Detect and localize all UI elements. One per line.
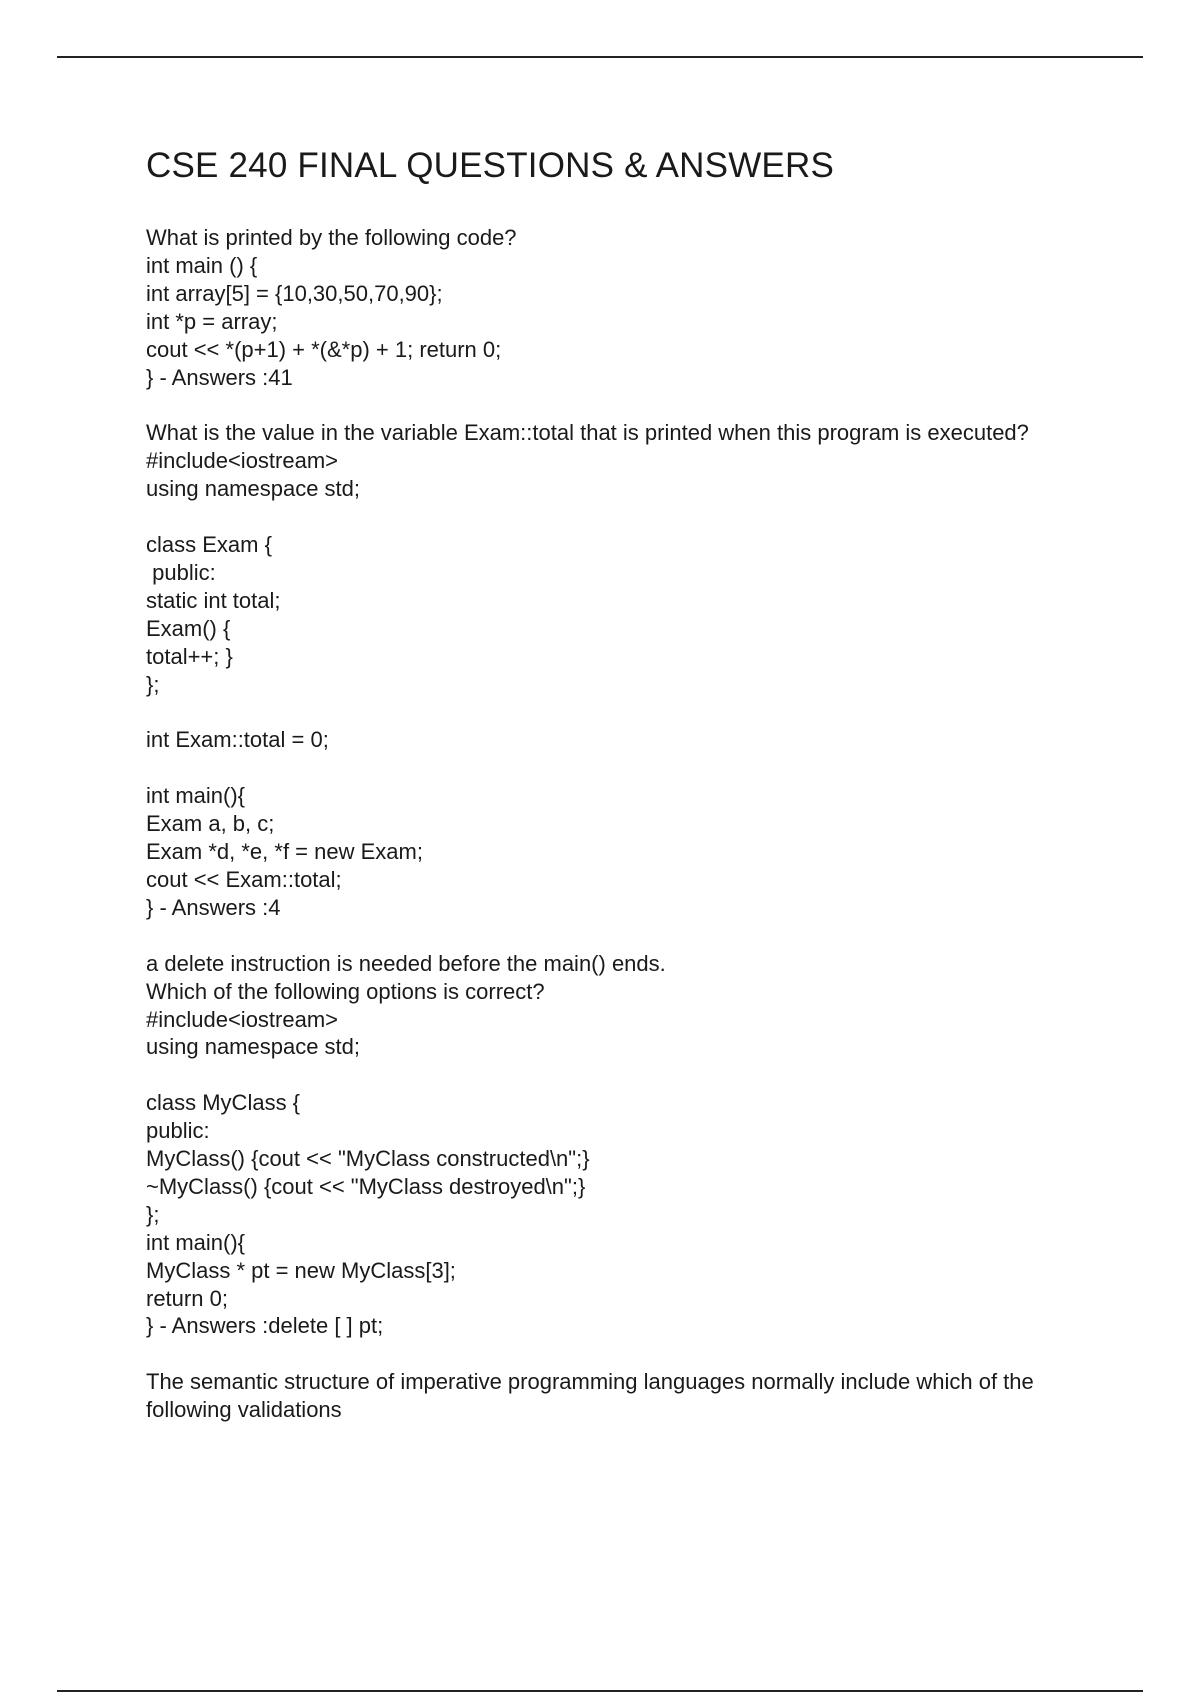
code-line: int Exam::total = 0; [146,727,329,753]
code-line: static int total; [146,587,281,613]
answer-line: } - Answers :41 [146,364,293,390]
blank-line [146,754,1096,782]
question-text: Which of the following options is correct? [146,978,545,1004]
code-line: MyClass * pt = new MyClass[3]; [146,1257,456,1283]
header-rule [57,56,1143,58]
code-line: int array[5] = {10,30,50,70,90}; [146,280,443,306]
blank-line [146,698,1096,726]
code-line: Exam a, b, c; [146,811,275,837]
code-line: cout << *(p+1) + *(&*p) + 1; return 0; [146,336,502,362]
code-line: #include<iostream> [146,1006,339,1032]
code-line: int main () { [146,252,258,278]
code-line: Exam *d, *e, *f = new Exam; [146,838,423,864]
code-line: class Exam { [146,532,272,558]
code-line: MyClass() {cout << "MyClass constructed\n";} [146,1146,590,1172]
code-line: using namespace std; [146,1034,361,1060]
answer-line: } - Answers :4 [146,894,281,920]
code-line: Exam() { [146,615,231,641]
answer-line: } - Answers :delete [ ] pt; [146,1313,384,1339]
code-line: total++; } [146,643,233,669]
question-text: What is printed by the following code? [146,225,517,250]
question-text: What is the value in the variable Exam::total that is printed when this program is executed? [146,420,1029,446]
code-line: }; [146,1201,160,1227]
blank-line [146,1061,1096,1089]
question-text: The semantic structure of imperative programming languages normally include which of the following validations [146,1369,1034,1423]
question-block-4 [146,1368,1096,1424]
code-line: cout << Exam::total; [146,866,342,892]
code-line: int *p = array; [146,308,278,334]
blank-line [146,503,1096,531]
code-line: }; [146,671,160,697]
code-line: class MyClass { [146,1090,301,1116]
code-line: public: [146,559,216,585]
code-line: #include<iostream> [146,448,339,474]
document-title: CSE 240 FINAL QUESTIONS & ANSWERS [146,146,834,185]
code-line: public: [146,1118,210,1144]
document-body [146,140,1096,1452]
code-line: int main(){ [146,783,246,809]
question-block-3 [146,950,1096,1341]
code-line: int main(){ [146,1229,246,1255]
question-block-1 [146,224,1096,391]
question-text: a delete instruction is needed before the main() ends. [146,950,666,976]
footer-rule [57,1690,1143,1692]
code-line: ~MyClass() {cout << "MyClass destroyed\n";} [146,1173,586,1199]
code-line: return 0; [146,1285,228,1311]
question-block-2 [146,419,1096,921]
code-line: using namespace std; [146,476,361,502]
